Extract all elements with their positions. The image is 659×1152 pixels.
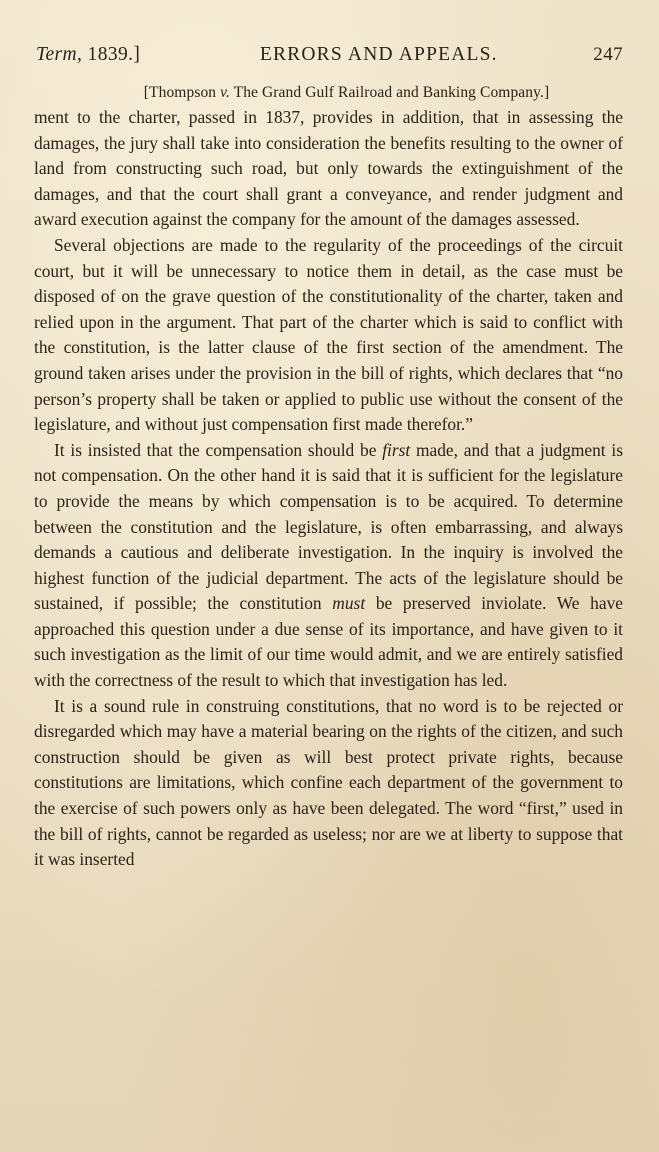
section-title: ERRORS AND APPEALS. (259, 44, 498, 65)
paragraph-1: ment to the charter, passed in 1837, provides in addition, that in assessing the damages, the jury shall take into consideration the benefits resulting to the owner of land from constructing such road, but only towards the extinguishment of the damages, and that the court shall grant a conveyance, and render judgment and award execution against the company for the amount of the damages assessed. (34, 107, 623, 230)
page-number: 247 (593, 44, 623, 65)
paragraph-3-part-b: made, and that a judgment is not compensation. On the other hand it is said that it is sufficient for the legislature to provide the means by which compensation is to be acquired. To determine between the constitution and the legislature, is often embarrassing, and always demands a cautious and deliberate investigation. In the inquiry is involved the highest function of the judicial department. The acts of the legislature should be sustained, if possible; the constitution (34, 439, 623, 614)
emphasis-first: first (382, 439, 411, 460)
caption-open: [Thompson (143, 84, 221, 101)
case-caption (34, 84, 623, 102)
term-label (36, 44, 140, 66)
paragraph-3-part-c: be preserved inviolate. We have approached this question under a due sense of its importance, and have given to it such investigation as the limit of our time would admit, and we are entirely satisfied with the correctness of the result to which that investigation has led. (34, 593, 624, 691)
paragraph-3-part-a: It is insisted that the compensation should be (54, 439, 383, 460)
caption-versus: v. (220, 84, 230, 101)
paragraph-3 (34, 438, 623, 694)
body-text (34, 105, 623, 873)
paragraph-4: It is a sound rule in construing constitutions, that no word is to be rejected or disregarded which may have a material bearing on the rights of the citizen, and such construction should be given as will best protect private rights, because constitutions are limitations, which confine each department of the government to the exercise of such powers only as have been delegated. The word “first,” used in the bill of rights, cannot be regarded as useless; nor are we at liberty to suppose that it was inserted (34, 695, 623, 870)
term-year: 1839.] (87, 44, 141, 65)
term-word: Term, (36, 44, 83, 65)
caption-rest: The Grand Gulf Railroad and Banking Company.] (229, 84, 550, 101)
running-head (34, 44, 623, 66)
paragraph-2: Several objections are made to the regularity of the proceedings of the circuit court, but it will be unnecessary to notice them in detail, as the case must be disposed of on the grave question of the constitutionality of the charter, taken and relied upon in the argument. That part of the charter which is said to conflict with the constitution, is the latter clause of the first section of the amendment. The ground taken arises under the provision in the bill of rights, which declares that “no person’s property shall be taken or applied to public use without the consent of the legislature, and without just compensation first made therefor.” (34, 234, 623, 435)
emphasis-must: must (332, 593, 366, 614)
